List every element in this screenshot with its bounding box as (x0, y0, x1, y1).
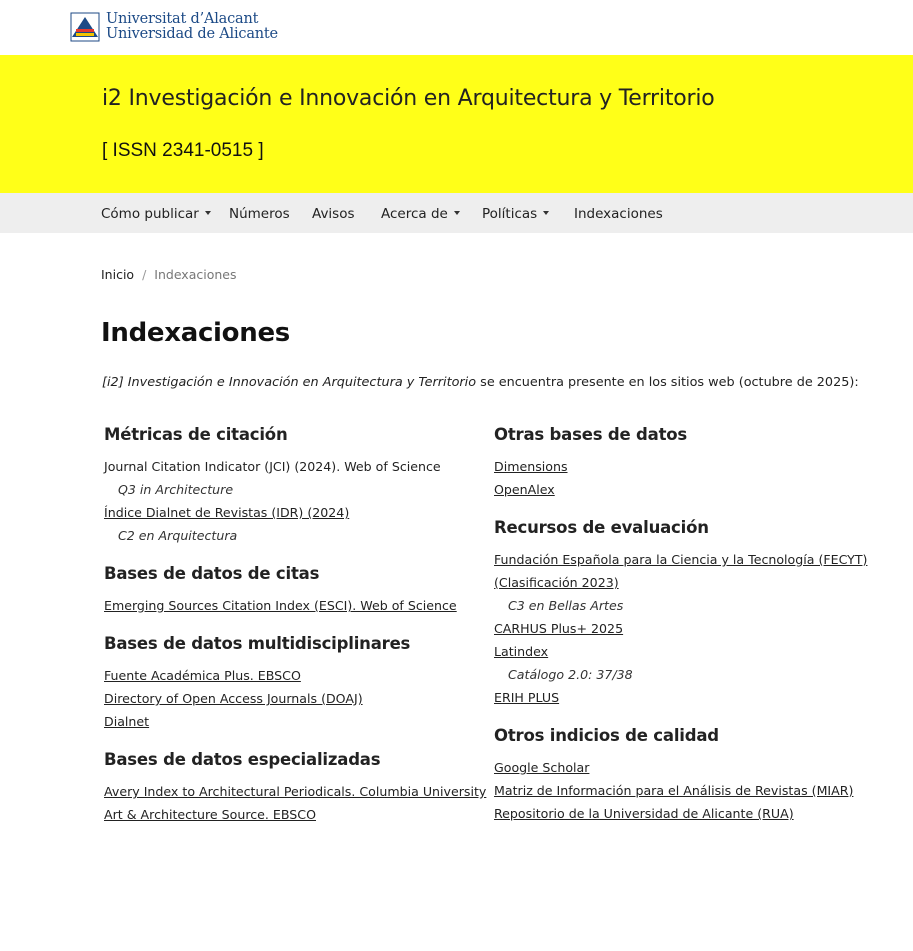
intro-journal-name: [i2] Investigación e Innovación en Arquitectura y Territorio (102, 375, 477, 390)
chevron-down-icon (454, 211, 460, 215)
section-otras-bases (494, 425, 894, 501)
section-title: Bases de datos especializadas (104, 750, 381, 769)
section-recursos-evaluacion (494, 518, 894, 709)
intro-rest: se encuentra presente en los sitios web (octubre de 2025): (476, 375, 859, 390)
nav-label: Políticas (482, 206, 538, 222)
section-metricas-citacion (104, 425, 474, 547)
nav-politicas[interactable] (482, 206, 549, 222)
breadcrumb-separator: / (142, 267, 147, 282)
logo-line-2: Universidad de Alicante (106, 26, 278, 42)
metric-jci: Journal Citation Indicator (JCI) (2024). Web of Science (104, 459, 441, 474)
university-logo-text (106, 12, 278, 42)
link-openalex[interactable]: OpenAlex (494, 482, 555, 497)
left-column (104, 425, 487, 843)
nav-label: Números (229, 206, 290, 222)
chevron-down-icon (543, 211, 549, 215)
section-title: Bases de datos multidisciplinares (104, 634, 411, 653)
top-bar (0, 0, 913, 55)
breadcrumb-home-link[interactable]: Inicio (101, 267, 135, 282)
nav-indexaciones[interactable] (574, 206, 663, 222)
link-idr-dialnet[interactable]: Índice Dialnet de Revistas (IDR) (2024) (104, 505, 350, 520)
journal-banner (0, 55, 913, 193)
nav-avisos[interactable] (312, 206, 355, 222)
section-title: Otros indicios de calidad (494, 726, 719, 745)
link-latindex[interactable]: Latindex (494, 644, 549, 659)
section-title: Recursos de evaluación (494, 518, 709, 537)
link-carhus[interactable]: CARHUS Plus+ 2025 (494, 621, 624, 636)
nav-label: Indexaciones (574, 206, 663, 222)
nav-como-publicar[interactable] (101, 206, 211, 222)
right-column (494, 425, 894, 842)
section-title: Métricas de citación (104, 425, 288, 444)
breadcrumb-current: Indexaciones (154, 267, 237, 282)
nav-label: Cómo publicar (101, 206, 199, 222)
intro-text (102, 375, 859, 390)
breadcrumb (101, 267, 237, 282)
link-avery-index[interactable]: Avery Index to Architectural Periodicals. Columbia University (104, 784, 487, 799)
link-esci[interactable]: Emerging Sources Citation Index (ESCI). Web of Science (104, 598, 457, 613)
section-bases-citas (104, 564, 474, 617)
section-especializadas (104, 750, 487, 826)
metric-idr-note: C2 en Arquitectura (118, 528, 238, 543)
nav-numeros[interactable] (229, 206, 290, 222)
journal-issn: [ ISSN 2341-0515 ] (102, 140, 264, 161)
nav-label: Avisos (312, 206, 355, 222)
nav-acerca-de[interactable] (381, 206, 460, 222)
fecyt-note: C3 en Bellas Artes (508, 598, 624, 613)
section-title: Bases de datos de citas (104, 564, 320, 583)
section-title: Otras bases de datos (494, 425, 688, 444)
logo-line-1: Universitat d’Alacant (106, 11, 259, 27)
chevron-down-icon (205, 211, 211, 215)
link-art-architecture-source[interactable]: Art & Architecture Source. EBSCO (104, 807, 316, 822)
link-fuente-academica[interactable]: Fuente Académica Plus. EBSCO (104, 668, 301, 683)
section-multidisciplinares (104, 634, 474, 733)
link-fecyt-clasificacion[interactable]: (Clasificación 2023) (494, 575, 619, 590)
main-navigation (0, 193, 913, 233)
link-miar[interactable]: Matriz de Información para el Análisis de Revistas (MIAR) (494, 783, 854, 798)
page-title: Indexaciones (101, 318, 290, 348)
link-doaj[interactable]: Directory of Open Access Journals (DOAJ) (104, 691, 363, 706)
latindex-note: Catálogo 2.0: 37/38 (508, 667, 633, 682)
section-otros-indicios (494, 726, 894, 825)
link-fecyt[interactable]: Fundación Española para la Ciencia y la Tecnología (FECYT) (494, 552, 868, 567)
link-dialnet[interactable]: Dialnet (104, 714, 150, 729)
university-logo[interactable] (70, 12, 278, 42)
link-google-scholar[interactable]: Google Scholar (494, 760, 590, 775)
link-erih-plus[interactable]: ERIH PLUS (494, 690, 560, 705)
link-rua[interactable]: Repositorio de la Universidad de Alicante (RUA) (494, 806, 794, 821)
university-logo-icon (70, 12, 100, 42)
link-dimensions[interactable]: Dimensions (494, 459, 568, 474)
journal-title[interactable]: i2 Investigación e Innovación en Arquitectura y Territorio (102, 86, 715, 111)
metric-jci-note: Q3 in Architecture (118, 482, 234, 497)
nav-label: Acerca de (381, 206, 448, 222)
